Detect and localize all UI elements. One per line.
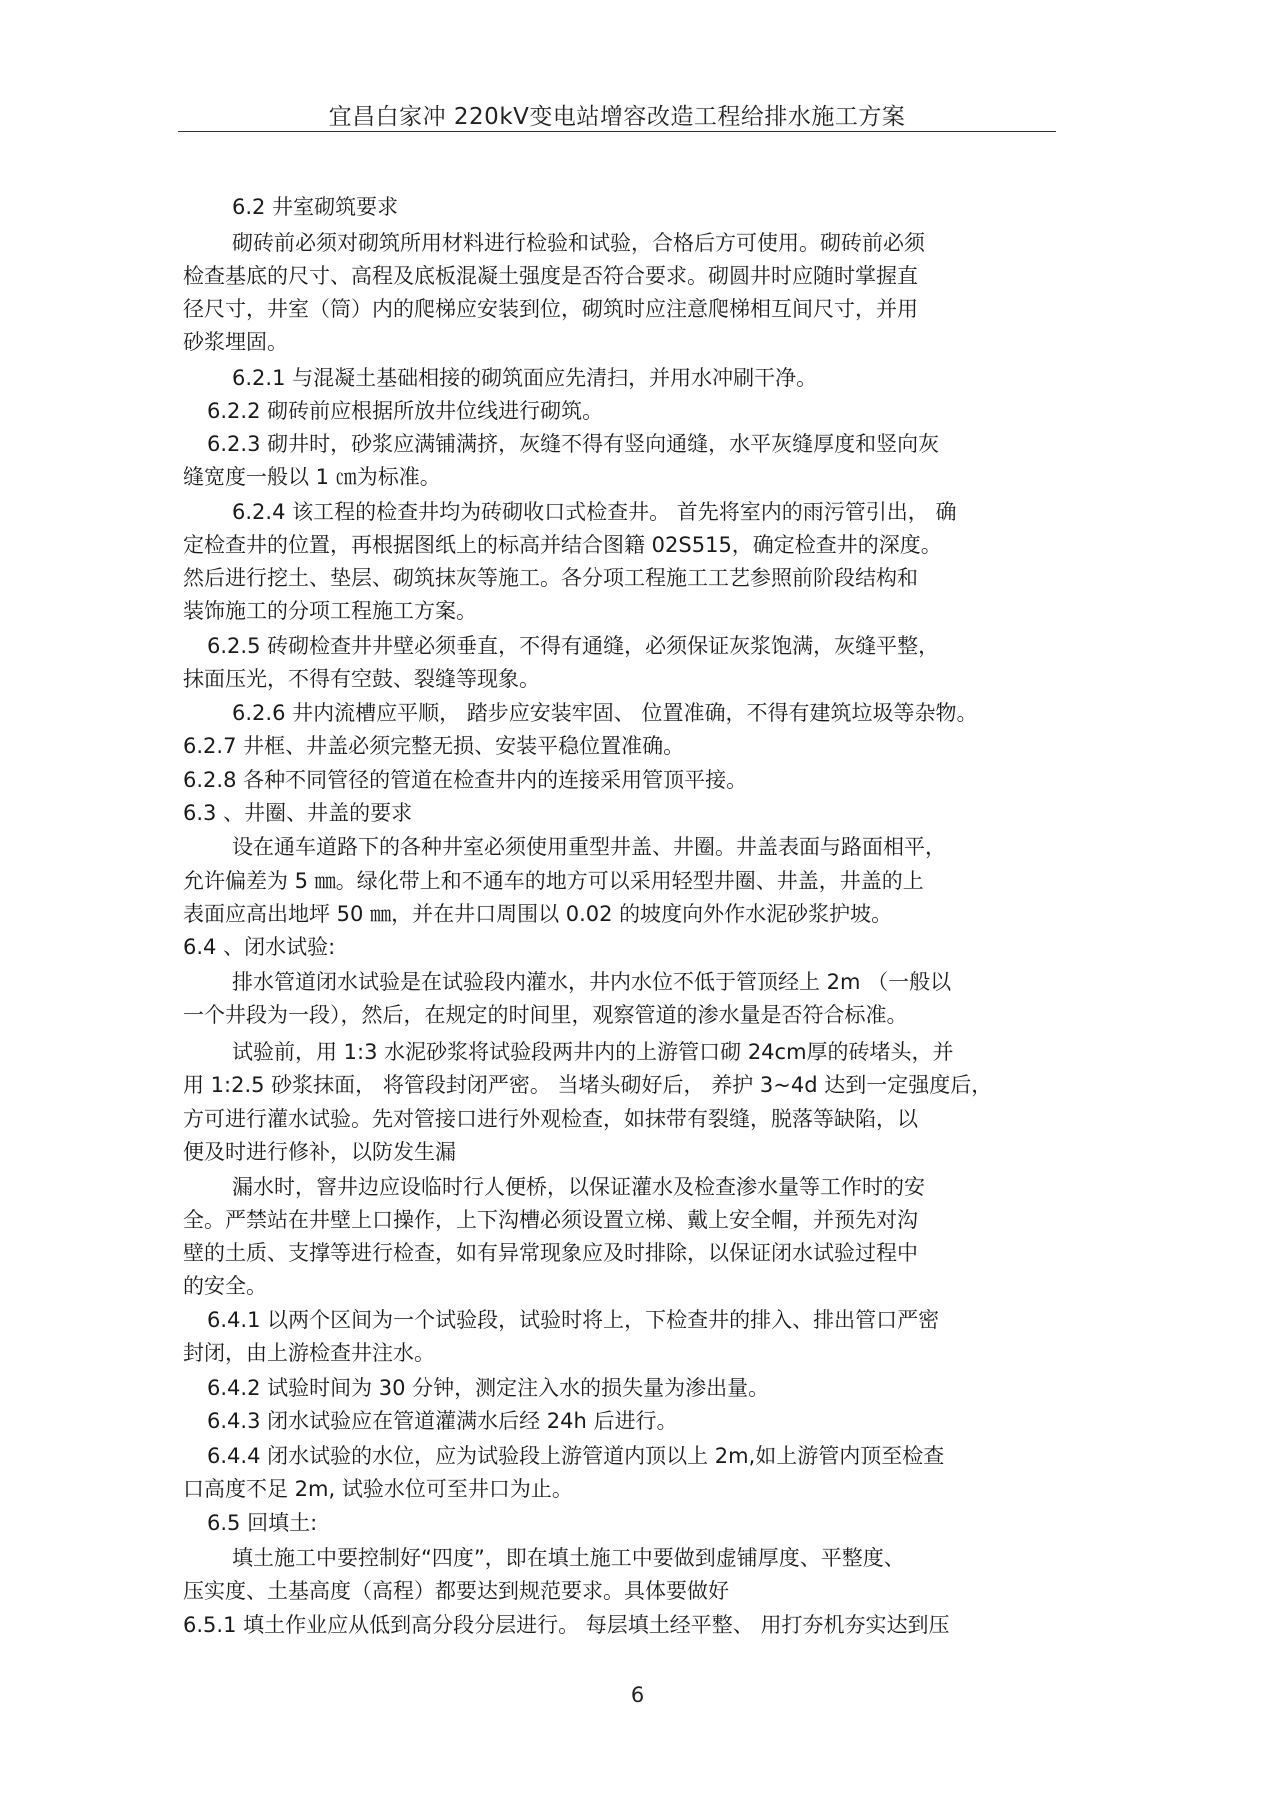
clause-item: 6.4.3 闭水试验应在管道灌满水后经 24h 后进行。	[207, 1409, 678, 1433]
page-header-title: 宜昌白家冲 220kV变电站增容改造工程给排水施工方案	[328, 104, 906, 130]
section-heading: 6.2 井室砌筑要求	[232, 195, 399, 219]
paragraph-line: 砌砖前必须对砌筑所用材料进行检验和试验，合格后方可使用。砌砖前必须	[232, 231, 925, 255]
paragraph-line: 口高度不足 2m, 试验水位可至井口为止。	[183, 1477, 573, 1501]
clause-item: 6.4.2 试验时间为 30 分钟，测定注入水的损失量为渗出量。	[207, 1376, 770, 1400]
paragraph-line: 填土施工中要控制好“四度”，即在填土施工中要做到虚铺厚度、平整度、	[232, 1546, 905, 1570]
paragraph-line: 壁的土质、支撑等进行检查，如有异常现象应及时排除，以保证闭水试验过程中	[183, 1241, 918, 1265]
paragraph-line: 压实度、土基高度（高程）都要达到规范要求。具体要做好	[183, 1579, 729, 1603]
clause-item: 6.5.1 填土作业应从低到高分段分层进行。 每层填土经平整、 用打夯机夯实达到压	[183, 1613, 950, 1637]
paragraph-line: 排水管道闭水试验是在试验段内灌水，井内水位不低于管顶经上 2m （一般以	[232, 970, 952, 994]
paragraph-line: 径尺寸，井室（筒）内的爬梯应安装到位，砌筑时应注意爬梯相互间尺寸，并用	[183, 297, 918, 321]
paragraph-line: 砂浆埋固。	[183, 330, 288, 354]
clause-item: 6.2.1 与混凝土基础相接的砌筑面应先清扫，并用水冲刷干净。	[232, 366, 818, 390]
paragraph-line: 用 1:2.5 砂浆抹面， 将管段封闭严密。 当堵头砌好后， 养护 3~4d 达到一定强度后，	[183, 1073, 993, 1097]
paragraph-line: 抹面压光，不得有空鼓、裂缝等现象。	[183, 667, 540, 691]
page-number: 6	[630, 1683, 645, 1707]
paragraph-line: 然后进行挖土、垫层、砌筑抹灰等施工。各分项工程施工工艺参照前阶段结构和	[183, 566, 918, 590]
paragraph-line: 漏水时，窨井边应设临时行人便桥，以保证灌水及检查渗水量等工作时的安	[232, 1175, 925, 1199]
paragraph-line: 表面应高出地坪 50 ㎜，并在井口周围以 0.02 的坡度向外作水泥砂浆护坡。	[183, 902, 893, 926]
paragraph-line: 定检查井的位置，再根据图纸上的标高并结合图籍 02S515，确定检查井的深度。	[183, 533, 942, 557]
clause-item: 6.2.7 井框、井盖必须完整无损、安装平稳位置准确。	[183, 734, 685, 758]
paragraph-line: 试验前，用 1:3 水泥砂浆将试验段两井内的上游管口砌 24cm厚的砖堵头，并	[232, 1040, 954, 1064]
paragraph-line: 全。严禁站在井壁上口操作，上下沟槽必须设置立梯、戴上安全帽，并预先对沟	[183, 1208, 918, 1232]
clause-item: 6.4.4 闭水试验的水位，应为试验段上游管道内顶以上 2m,如上游管内顶至检查	[207, 1444, 945, 1468]
clause-item: 6.2.2 砌砖前应根据所放井位线进行砌筑。	[207, 399, 604, 423]
paragraph-line: 方可进行灌水试验。先对管接口进行外观检查，如抹带有裂缝，脱落等缺陷，以	[183, 1107, 918, 1131]
paragraph-line: 装饰施工的分项工程施工方案。	[183, 599, 477, 623]
clause-item: 6.2.5 砖砌检查井井壁必须垂直，不得有通缝，必须保证灰浆饱满，灰缝平整，	[207, 634, 940, 658]
section-heading: 6.3 、井圈、井盖的要求	[183, 801, 413, 825]
paragraph-line: 允许偏差为 5 ㎜。绿化带上和不通车的地方可以采用轻型井圈、井盖，井盖的上	[183, 869, 924, 893]
clause-item: 6.4.1 以两个区间为一个试验段，试验时将上，下检查井的排入、排出管口严密	[207, 1308, 940, 1332]
paragraph-line: 封闭，由上游检查井注水。	[183, 1341, 435, 1365]
paragraph-line: 便及时进行修补，以防发生漏	[183, 1140, 456, 1164]
section-heading: 6.4 、闭水试验:	[183, 935, 336, 959]
paragraph-line: 的安全。	[183, 1274, 267, 1298]
clause-item: 6.2.3 砌井时，砂浆应满铺满挤，灰缝不得有竖向通缝，水平灰缝厚度和竖向灰	[207, 432, 940, 456]
paragraph-line: 缝宽度一般以 1 ㎝为标准。	[183, 465, 441, 489]
section-heading: 6.5 回填土:	[207, 1511, 318, 1535]
paragraph-line: 一个井段为一段），然后，在规定的时间里，观察管道的渗水量是否符合标准。	[183, 1003, 908, 1027]
clause-item: 6.2.6 井内流槽应平顺， 踏步应安装牢固、 位置准确，不得有建筑垃圾等杂物。	[232, 701, 978, 725]
paragraph-line: 检查基底的尺寸、高程及底板混凝土强度是否符合要求。砌圆井时应随时掌握直	[183, 264, 918, 288]
clause-item: 6.2.8 各种不同管径的管道在检查井内的连接采用管顶平接。	[183, 768, 748, 792]
clause-item: 6.2.4 该工程的检查井均为砖砌收口式检查井。 首先将室内的雨污管引出， 确	[232, 500, 957, 524]
paragraph-line: 设在通车道路下的各种井室必须使用重型井盖、井圈。井盖表面与路面相平，	[232, 835, 946, 859]
